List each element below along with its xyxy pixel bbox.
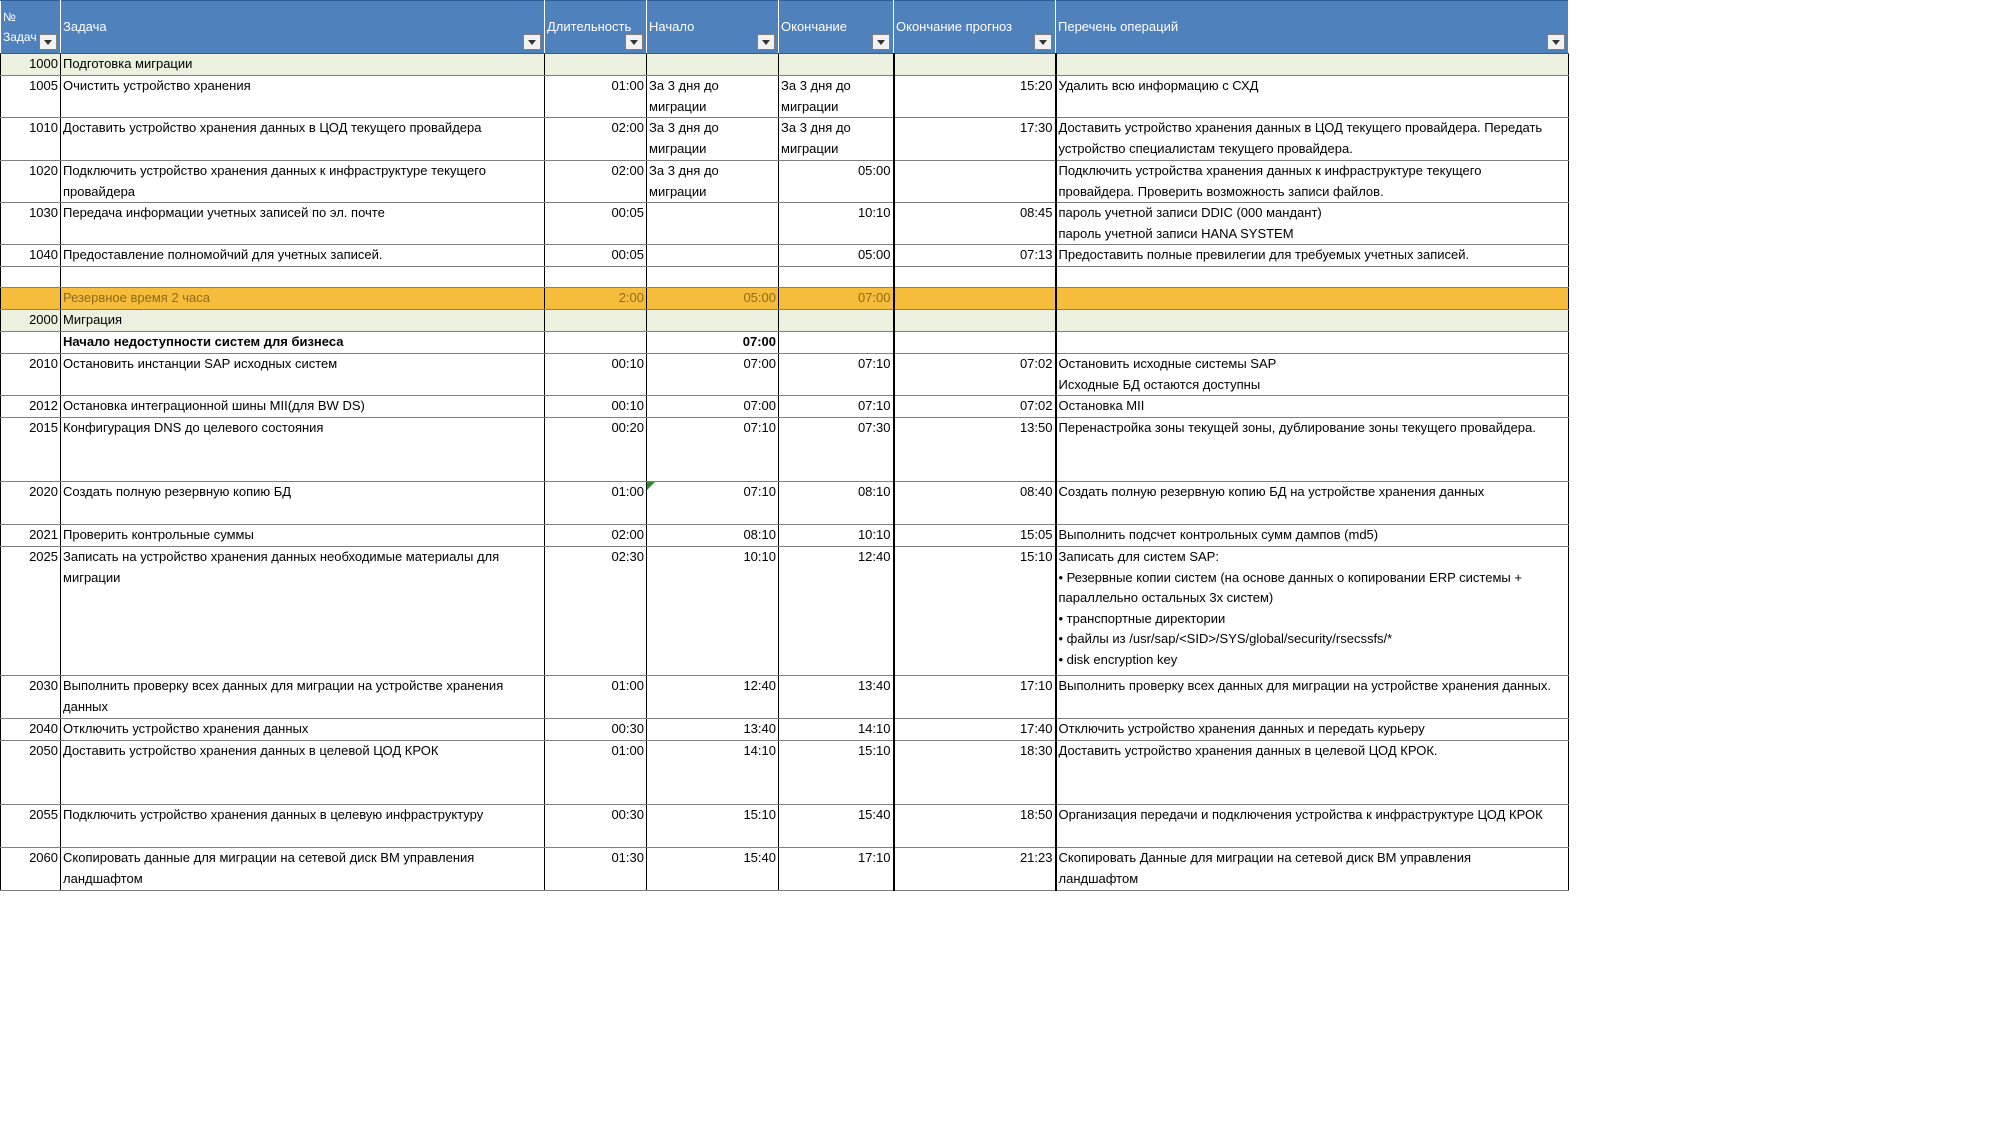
cell-end[interactable]: За 3 дня до миграции (779, 76, 894, 118)
table-row (1, 54, 1569, 76)
cell-end[interactable]: 12:40 (779, 547, 894, 676)
cell-start[interactable] (647, 482, 779, 525)
cell-forecast[interactable] (894, 310, 1056, 332)
cell-forecast[interactable]: 18:30 (894, 741, 1056, 805)
cell-ops[interactable] (1056, 54, 1569, 76)
cell-start[interactable] (647, 310, 779, 332)
cell-num[interactable]: 2021 (1, 525, 61, 547)
cell-ops[interactable]: Перенастройка зоны текущей зоны, дублирование зоны текущего провайдера. (1056, 418, 1569, 482)
cell-start[interactable] (647, 203, 779, 245)
cell-ops[interactable]: Подключить устройства хранения данных к инфраструктуре текущего провайдера. Проверить возможность записи файлов. (1056, 161, 1569, 203)
cell-ops[interactable] (1056, 310, 1569, 332)
cell-forecast[interactable]: 21:23 (894, 848, 1056, 891)
column-header-task (61, 1, 545, 54)
cell-forecast[interactable] (894, 161, 1056, 203)
cell-task[interactable]: Резервное время 2 часа (61, 288, 545, 310)
cell-task[interactable]: Остановить инстанции SAP исходных систем (61, 354, 545, 396)
cell-forecast[interactable]: 08:45 (894, 203, 1056, 245)
cell-end[interactable]: 10:10 (779, 203, 894, 245)
cell-end[interactable]: 07:10 (779, 354, 894, 396)
cell-forecast[interactable]: 13:50 (894, 418, 1056, 482)
cell-end[interactable]: За 3 дня до миграции (779, 118, 894, 161)
filter-dropdown-icon[interactable] (39, 34, 57, 50)
cell-ops[interactable]: Создать полную резервную копию БД на устройстве хранения данных (1056, 482, 1569, 525)
cell-num[interactable]: 1005 (1, 76, 61, 118)
filter-dropdown-icon[interactable] (523, 34, 541, 50)
cell-start[interactable]: 14:10 (647, 741, 779, 805)
cell-duration[interactable]: 2:00 (545, 288, 647, 310)
cell-end[interactable]: 05:00 (779, 161, 894, 203)
filter-dropdown-icon[interactable] (872, 34, 890, 50)
cell-end[interactable]: 07:30 (779, 418, 894, 482)
table-row (1, 310, 1569, 332)
cell-task[interactable]: Записать на устройство хранения данных необходимые материалы для миграции (61, 547, 545, 676)
cell-end[interactable]: 08:10 (779, 482, 894, 525)
cell-task[interactable]: Подготовка миграции (61, 54, 545, 76)
header-row (1, 1, 1569, 54)
cell-end[interactable]: 07:10 (779, 396, 894, 418)
table-row (1, 805, 1569, 848)
cell-num[interactable]: 2010 (1, 354, 61, 396)
cell-num[interactable]: 2040 (1, 719, 61, 741)
cell-forecast[interactable]: 07:02 (894, 396, 1056, 418)
cell-duration[interactable]: 00:05 (545, 245, 647, 267)
cell-task[interactable]: Отключить устройство хранения данных (61, 719, 545, 741)
cell-num[interactable]: 2030 (1, 676, 61, 719)
table-row (1, 118, 1569, 161)
table-row (1, 418, 1569, 482)
column-header-forecast (894, 1, 1056, 54)
cell-start[interactable]: 12:40 (647, 676, 779, 719)
column-header-start (647, 1, 779, 54)
table-row (1, 245, 1569, 267)
cell-forecast[interactable] (894, 54, 1056, 76)
cell-forecast[interactable] (894, 288, 1056, 310)
table-row (1, 267, 1569, 288)
cell-ops[interactable]: Записать для систем SAP: • Резервные копии систем (на основе данных о копировании ERP системы + параллельно остальных 3х систем) • транспортные директории • файлы из /usr/sap/<SID>/SYS/global/security/rsecssfs/* • disk encryption key (1056, 547, 1569, 676)
cell-duration[interactable]: 00:20 (545, 418, 647, 482)
cell-forecast[interactable]: 17:30 (894, 118, 1056, 161)
cell-end[interactable] (779, 332, 894, 354)
cell-task[interactable]: Предоставление полномойчий для учетных записей. (61, 245, 545, 267)
cell-task[interactable]: Проверить контрольные суммы (61, 525, 545, 547)
cell-task[interactable]: Миграция (61, 310, 545, 332)
column-header-label: Длительность (547, 19, 632, 34)
cell-ops[interactable]: Доставить устройство хранения данных в целевой ЦОД КРОК. (1056, 741, 1569, 805)
column-header-label: Окончание (781, 19, 848, 34)
cell-task[interactable]: Доставить устройство хранения данных в целевой ЦОД КРОК (61, 741, 545, 805)
cell-forecast[interactable] (894, 267, 1056, 288)
cell-num[interactable]: 1020 (1, 161, 61, 203)
table-row (1, 547, 1569, 676)
cell-start[interactable]: За 3 дня до миграции (647, 76, 779, 118)
cell-duration[interactable]: 00:05 (545, 203, 647, 245)
cell-task[interactable]: Начало недоступности систем для бизнеса (61, 332, 545, 354)
cell-start[interactable] (647, 54, 779, 76)
cell-start[interactable]: 08:10 (647, 525, 779, 547)
cell-end[interactable] (779, 310, 894, 332)
cell-ops[interactable]: пароль учетной записи DDIC (000 мандант) пароль учетной записи HANA SYSTEM (1056, 203, 1569, 245)
cell-forecast[interactable] (894, 332, 1056, 354)
cell-num[interactable]: 2012 (1, 396, 61, 418)
column-header-label: Начало (649, 19, 695, 34)
table-row (1, 332, 1569, 354)
column-header-ops (1056, 1, 1569, 54)
cell-num[interactable]: 1040 (1, 245, 61, 267)
cell-start[interactable]: 10:10 (647, 547, 779, 676)
cell-duration[interactable]: 01:00 (545, 676, 647, 719)
cell-ops[interactable]: Предоставить полные превилегии для требуемых учетных записей. (1056, 245, 1569, 267)
cell-num[interactable]: 2025 (1, 547, 61, 676)
cell-duration[interactable]: 02:00 (545, 118, 647, 161)
cell-ops[interactable]: Выполнить проверку всех данных для миграции на устройстве хранения данных. (1056, 676, 1569, 719)
cell-forecast[interactable]: 17:40 (894, 719, 1056, 741)
cell-start[interactable]: 07:00 (647, 396, 779, 418)
cell-duration[interactable]: 00:10 (545, 354, 647, 396)
cell-duration[interactable] (545, 310, 647, 332)
cell-duration[interactable]: 02:30 (545, 547, 647, 676)
cell-forecast[interactable]: 15:10 (894, 547, 1056, 676)
cell-num[interactable] (1, 288, 61, 310)
table-row (1, 76, 1569, 118)
filter-dropdown-icon[interactable] (1547, 34, 1565, 50)
cell-num[interactable]: 2050 (1, 741, 61, 805)
cell-duration[interactable]: 00:30 (545, 805, 647, 848)
cell-num[interactable]: 1000 (1, 54, 61, 76)
cell-task[interactable]: Остановка интеграционной шины MII(для BW DS) (61, 396, 545, 418)
cell-forecast[interactable]: 07:02 (894, 354, 1056, 396)
cell-start[interactable] (647, 267, 779, 288)
column-header-label: Окончание прогноз (896, 19, 1013, 34)
cell-num[interactable]: 1030 (1, 203, 61, 245)
column-header-num (1, 1, 61, 54)
cell-task[interactable]: Выполнить проверку всех данных для миграции на устройстве хранения данных (61, 676, 545, 719)
cell-ops[interactable]: Остановить исходные системы SAP Исходные БД остаются доступны (1056, 354, 1569, 396)
column-header-label: № Задач (3, 10, 37, 44)
cell-num[interactable]: 1010 (1, 118, 61, 161)
cell-task[interactable]: Конфигурация DNS до целевого состояния (61, 418, 545, 482)
table-row (1, 525, 1569, 547)
cell-duration[interactable] (545, 267, 647, 288)
table-row (1, 396, 1569, 418)
cell-num[interactable]: 2060 (1, 848, 61, 891)
table-row (1, 354, 1569, 396)
cell-task[interactable]: Создать полную резервную копию БД (61, 482, 545, 525)
cell-task[interactable]: Передача информации учетных записей по эл. почте (61, 203, 545, 245)
cell-num[interactable]: 2020 (1, 482, 61, 525)
cell-start[interactable]: 07:00 (647, 354, 779, 396)
cell-end[interactable]: 14:10 (779, 719, 894, 741)
cell-task[interactable]: Очистить устройство хранения (61, 76, 545, 118)
cell-start[interactable]: 13:40 (647, 719, 779, 741)
cell-forecast[interactable]: 07:13 (894, 245, 1056, 267)
cell-ops[interactable]: Доставить устройство хранения данных в ЦОД текущего провайдера. Передать устройство специалистам текущего провайдера. (1056, 118, 1569, 161)
cell-start[interactable]: За 3 дня до миграции (647, 118, 779, 161)
table-row (1, 203, 1569, 245)
cell-task[interactable]: Подключить устройство хранения данных в целевую инфраструктуру (61, 805, 545, 848)
table-row (1, 741, 1569, 805)
cell-forecast[interactable]: 17:10 (894, 676, 1056, 719)
cell-task[interactable]: Доставить устройство хранения данных в ЦОД текущего провайдера (61, 118, 545, 161)
cell-ops[interactable]: Остановка MII (1056, 396, 1569, 418)
cell-ops[interactable]: Организация передачи и подключения устройства к инфраструктуре ЦОД КРОК (1056, 805, 1569, 848)
cell-duration[interactable]: 02:00 (545, 525, 647, 547)
cell-end[interactable] (779, 54, 894, 76)
cell-end[interactable]: 13:40 (779, 676, 894, 719)
cell-start[interactable]: 15:40 (647, 848, 779, 891)
cell-duration[interactable]: 01:30 (545, 848, 647, 891)
cell-forecast[interactable]: 18:50 (894, 805, 1056, 848)
cell-start[interactable]: 15:10 (647, 805, 779, 848)
column-header-label: Перечень операций (1058, 19, 1179, 34)
cell-ops[interactable] (1056, 332, 1569, 354)
cell-forecast[interactable]: 15:20 (894, 76, 1056, 118)
cell-duration[interactable]: 02:00 (545, 161, 647, 203)
table-row (1, 482, 1569, 525)
cell-duration[interactable] (545, 54, 647, 76)
cell-duration[interactable]: 00:10 (545, 396, 647, 418)
cell-ops[interactable] (1056, 288, 1569, 310)
cell-ops[interactable]: Отключить устройство хранения данных и передать курьеру (1056, 719, 1569, 741)
cell-start[interactable]: 07:00 (647, 332, 779, 354)
cell-duration[interactable]: 01:00 (545, 482, 647, 525)
cell-num[interactable] (1, 267, 61, 288)
cell-ops[interactable]: Выполнить подсчет контрольных сумм дампов (md5) (1056, 525, 1569, 547)
cell-task[interactable]: Подключить устройство хранения данных к инфраструктуре текущего провайдера (61, 161, 545, 203)
cell-task[interactable] (61, 267, 545, 288)
cell-num[interactable]: 2055 (1, 805, 61, 848)
cell-start-value: 07:10 (743, 484, 776, 499)
table-row (1, 848, 1569, 891)
cell-forecast[interactable]: 08:40 (894, 482, 1056, 525)
filter-dropdown-icon[interactable] (757, 34, 775, 50)
table-row (1, 676, 1569, 719)
cell-end[interactable]: 15:10 (779, 741, 894, 805)
cell-num[interactable]: 2000 (1, 310, 61, 332)
column-header-duration (545, 1, 647, 54)
cell-num[interactable] (1, 332, 61, 354)
table-row (1, 719, 1569, 741)
cell-end[interactable] (779, 267, 894, 288)
cell-end[interactable]: 17:10 (779, 848, 894, 891)
table-row (1, 161, 1569, 203)
cell-duration[interactable] (545, 332, 647, 354)
cell-end[interactable]: 05:00 (779, 245, 894, 267)
cell-ops[interactable]: Удалить всю информацию с СХД (1056, 76, 1569, 118)
filter-dropdown-icon[interactable] (1034, 34, 1052, 50)
comment-marker-icon (647, 482, 655, 490)
cell-end[interactable]: 07:00 (779, 288, 894, 310)
cell-forecast[interactable]: 15:05 (894, 525, 1056, 547)
cell-start[interactable] (647, 245, 779, 267)
cell-duration[interactable]: 01:00 (545, 76, 647, 118)
cell-start[interactable]: 05:00 (647, 288, 779, 310)
cell-duration[interactable]: 00:30 (545, 719, 647, 741)
cell-duration[interactable]: 01:00 (545, 741, 647, 805)
column-header-label: Задача (63, 19, 107, 34)
cell-num[interactable]: 2015 (1, 418, 61, 482)
cell-start[interactable]: 07:10 (647, 418, 779, 482)
cell-task[interactable]: Скопировать данные для миграции на сетевой диск ВМ управления ландшафтом (61, 848, 545, 891)
cell-end[interactable]: 10:10 (779, 525, 894, 547)
cell-ops[interactable] (1056, 267, 1569, 288)
column-header-end (779, 1, 894, 54)
table-row (1, 288, 1569, 310)
cell-ops[interactable]: Скопировать Данные для миграции на сетевой диск ВМ управления ландшафтом (1056, 848, 1569, 891)
filter-dropdown-icon[interactable] (625, 34, 643, 50)
cell-end[interactable]: 15:40 (779, 805, 894, 848)
cell-start[interactable]: За 3 дня до миграции (647, 161, 779, 203)
